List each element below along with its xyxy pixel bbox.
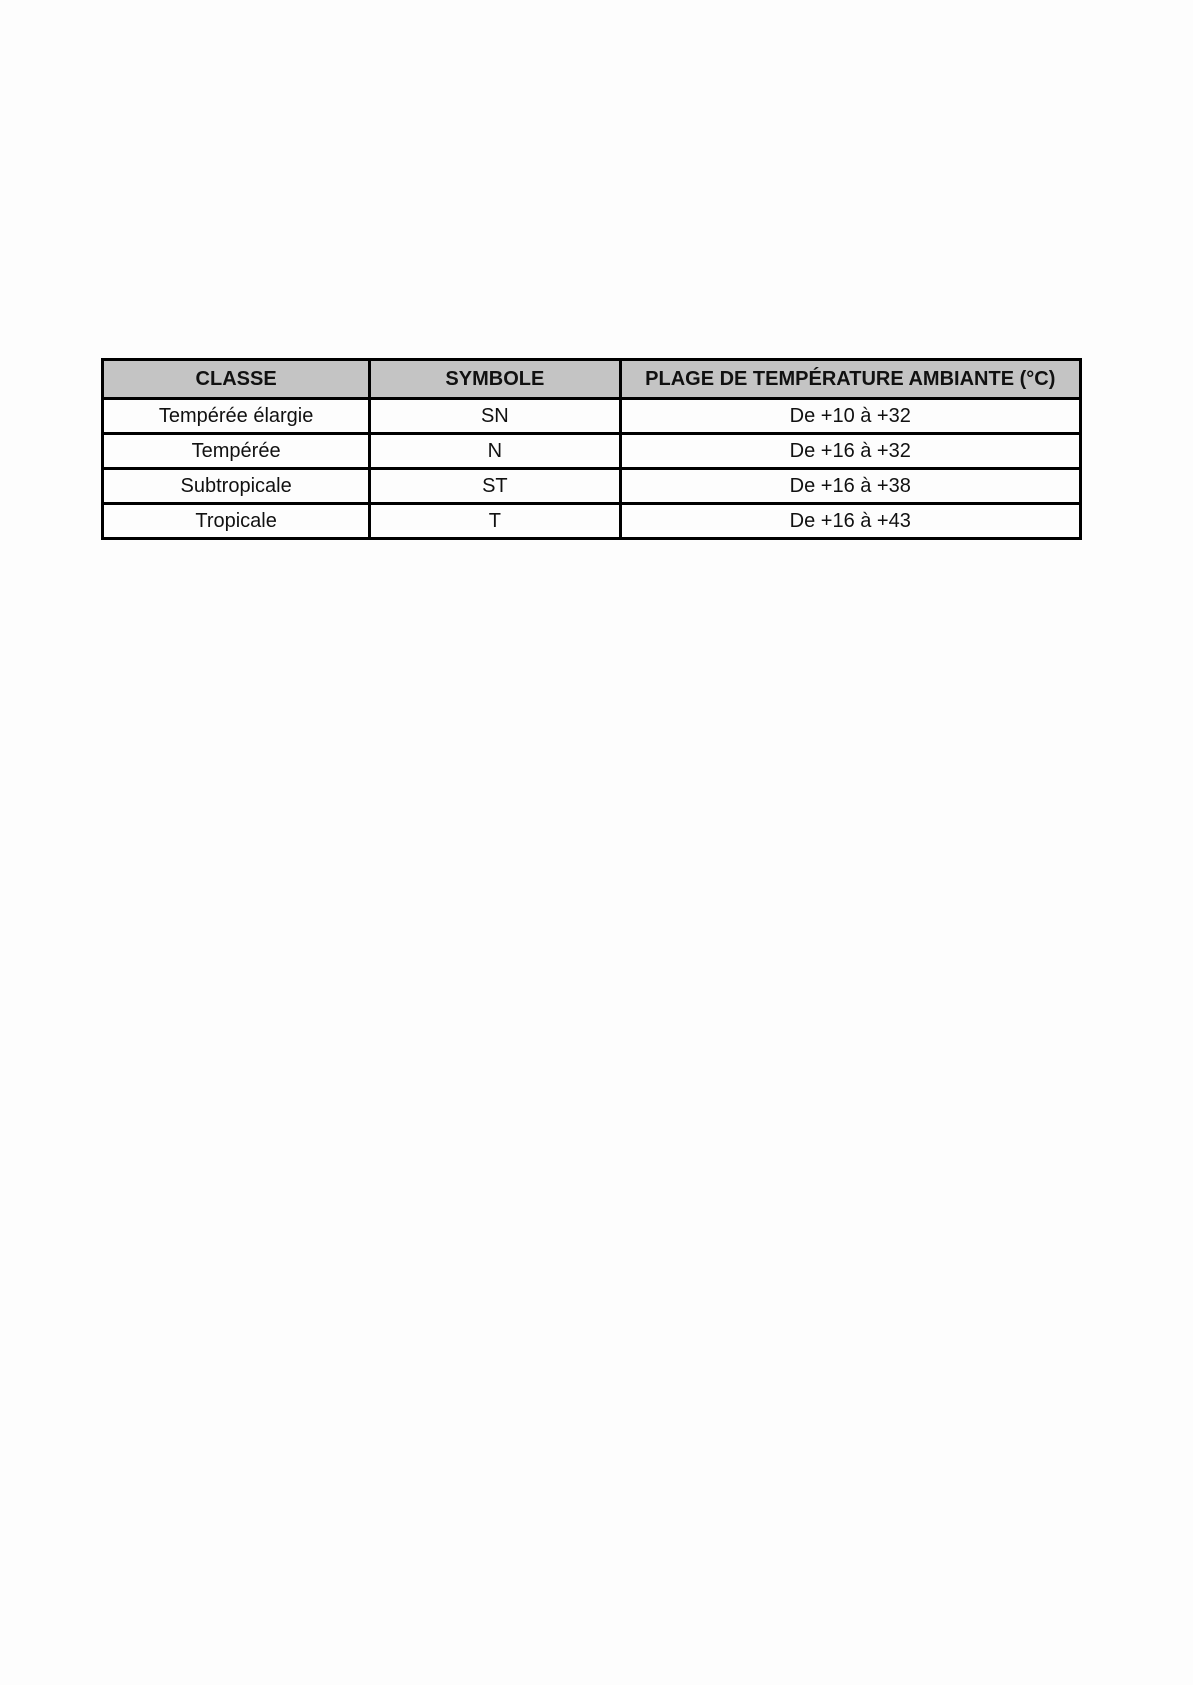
header-symbole: SYMBOLE xyxy=(370,360,620,399)
table-row xyxy=(103,504,1081,539)
cell-classe: Subtropicale xyxy=(103,469,370,504)
cell-classe: Tempérée xyxy=(103,434,370,469)
table-body xyxy=(103,399,1081,539)
cell-symbole: N xyxy=(370,434,620,469)
table-header xyxy=(103,360,1081,399)
cell-classe: Tempérée élargie xyxy=(103,399,370,434)
cell-plage: De +16 à +38 xyxy=(620,469,1081,504)
cell-symbole: SN xyxy=(370,399,620,434)
climate-class-table xyxy=(101,358,1082,540)
cell-plage: De +16 à +43 xyxy=(620,504,1081,539)
table-header-row xyxy=(103,360,1081,399)
table-row xyxy=(103,399,1081,434)
table-row xyxy=(103,434,1081,469)
header-plage-temperature: PLAGE DE TEMPÉRATURE AMBIANTE (°C) xyxy=(620,360,1081,399)
header-classe: CLASSE xyxy=(103,360,370,399)
cell-symbole: T xyxy=(370,504,620,539)
cell-plage: De +10 à +32 xyxy=(620,399,1081,434)
table-row xyxy=(103,469,1081,504)
cell-symbole: ST xyxy=(370,469,620,504)
cell-plage: De +16 à +32 xyxy=(620,434,1081,469)
cell-classe: Tropicale xyxy=(103,504,370,539)
